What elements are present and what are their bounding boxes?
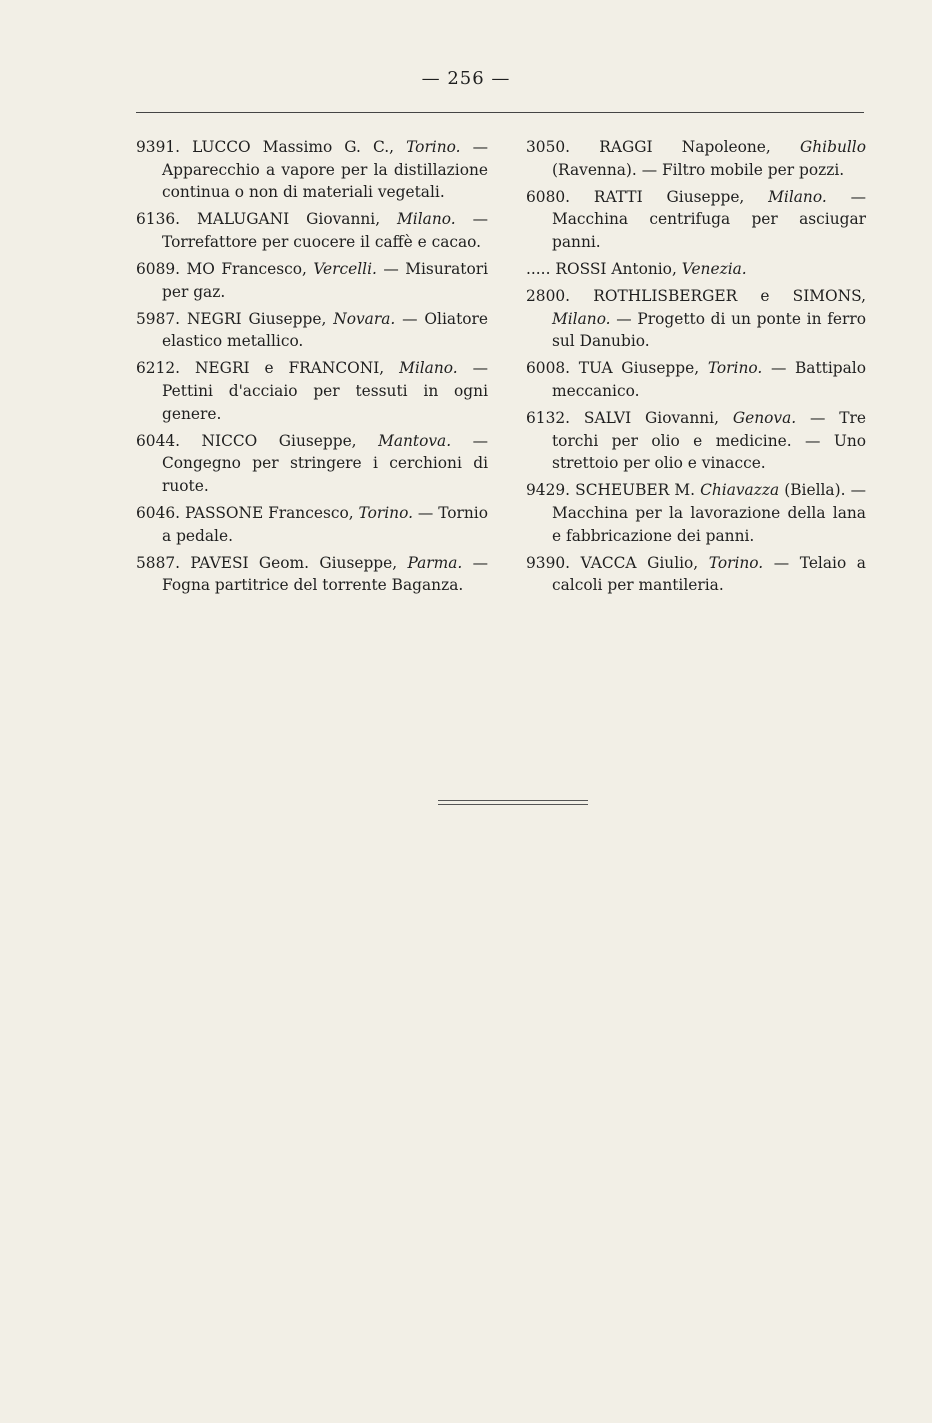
page-number: — 256 — (421, 68, 511, 89)
entry (526, 285, 866, 353)
entry-city: Torino. (358, 503, 413, 522)
entry-number: 2800. (526, 287, 571, 306)
entry-number: 6132. (526, 409, 571, 428)
entry-description: — Progetto di un ponte in ferro sul Danubio. (552, 309, 866, 351)
entry-number: 6046. (136, 503, 181, 522)
entry-description: — Congegno per stringere i cerchioni di ruote. (162, 431, 488, 495)
entry-city: Ghibullo (799, 138, 866, 156)
entry (526, 552, 866, 597)
entry (526, 258, 866, 281)
entry-name: SCHEUBER M. (575, 481, 695, 500)
entry-number: 5887. (136, 553, 181, 572)
entry-description: — Tornio a pedale. (162, 503, 488, 545)
entry (136, 430, 488, 498)
entry-description: — Apparecchio a vapore per la distillazione continua o non di materiali vegetali. (162, 138, 488, 202)
entry-number: ..... (526, 259, 551, 278)
entry-number: 9391. (136, 138, 181, 156)
entry (136, 552, 488, 597)
entry-city: Milano. (399, 359, 458, 378)
entry-name: MALUGANI Giovanni, (197, 210, 381, 229)
entry-description: — Pettini d'acciaio per tessuti in ogni genere. (162, 359, 488, 423)
entry-description: — Fogna partitrice del torrente Baganza. (162, 553, 488, 595)
entry-description: — Battipalo meccanico. (552, 359, 866, 400)
entry-name: NICCO Giuseppe, (201, 431, 357, 450)
entry-name: PASSONE Francesco, (184, 503, 354, 522)
entry-description: — Oliatore elastico metallico. (162, 309, 488, 351)
entry-number: 6044. (136, 431, 181, 450)
entry-city: Chiavazza (700, 481, 780, 500)
entry-city: Milano. (768, 187, 827, 206)
entry-number: 6080. (526, 187, 571, 206)
entry-name: NEGRI Giuseppe, (186, 309, 327, 328)
entry-description: — Telaio a calcoli per mantileria. (552, 553, 866, 595)
entry-description: (Biella). — Macchina per la lavorazione della lana e fabbricazione dei panni. (552, 481, 866, 545)
entry-name: RATTI Giuseppe, (593, 187, 745, 206)
entry (526, 186, 866, 254)
entry (526, 136, 866, 181)
entry-description: — Tre torchi per olio e medicine. — Uno strettoio per olio e vinacce. (552, 409, 866, 473)
entry-name: VACCA Giulio, (580, 553, 699, 572)
entry (136, 502, 488, 547)
entry-city: Mantova. (378, 431, 452, 450)
left-column (136, 136, 488, 601)
entry-number: 9390. (526, 553, 571, 572)
entry-city: Genova. (732, 409, 797, 428)
entry-number: 3050. (526, 138, 571, 156)
entry-number: 5987. (136, 309, 181, 328)
entry (526, 407, 866, 475)
entry-city: Torino. (707, 359, 763, 378)
entry-city: Torino. (708, 553, 764, 572)
entry-city: Milano. (552, 309, 611, 328)
header-rule (136, 112, 864, 113)
entry-city: Parma. (407, 553, 463, 572)
entry (136, 136, 488, 204)
entry-city: Torino. (406, 138, 461, 156)
entry-number: 6136. (136, 210, 181, 229)
entry-name: SALVI Giovanni, (583, 409, 719, 428)
entry-name: ROTHLISBERGER e SIMONS, (593, 287, 866, 306)
entry-name: ROSSI Antonio, (555, 259, 677, 278)
entry-number: 9429. (526, 481, 571, 500)
entry-name: RAGGI Napoleone, (599, 138, 771, 156)
entry-number: 6089. (136, 259, 181, 278)
entry-description: — Torrefattore per cuocere il caffè e cacao. (162, 210, 488, 251)
entry (526, 357, 866, 402)
right-column (526, 136, 866, 601)
entry-city: Vercelli. (313, 259, 377, 278)
entry-name: TUA Giuseppe, (578, 359, 700, 378)
entry (526, 479, 866, 547)
entry (136, 258, 488, 303)
entry-city: Milano. (397, 210, 456, 229)
entry-name: MO Francesco, (186, 259, 307, 278)
entry-description: — Macchina centrifuga per asciugar panni. (552, 187, 866, 251)
entry-number: 6008. (526, 359, 571, 378)
entry-description: (Ravenna). — Filtro mobile per pozzi. (552, 160, 845, 179)
entry-number: 6212. (136, 359, 181, 378)
entry-name: NEGRI e FRANCONI, (194, 359, 385, 378)
entry-description: — Misuratori per gaz. (162, 259, 488, 301)
entry (136, 357, 488, 425)
entry-name: LUCCO Massimo G. C., (192, 138, 395, 156)
section-end-rule (438, 800, 588, 808)
entry-name: PAVESI Geom. Giuseppe, (190, 553, 398, 572)
entry-city: Novara. (333, 309, 396, 328)
entry (136, 208, 488, 253)
entry (136, 308, 488, 353)
entry-city: Venezia. (681, 259, 747, 278)
